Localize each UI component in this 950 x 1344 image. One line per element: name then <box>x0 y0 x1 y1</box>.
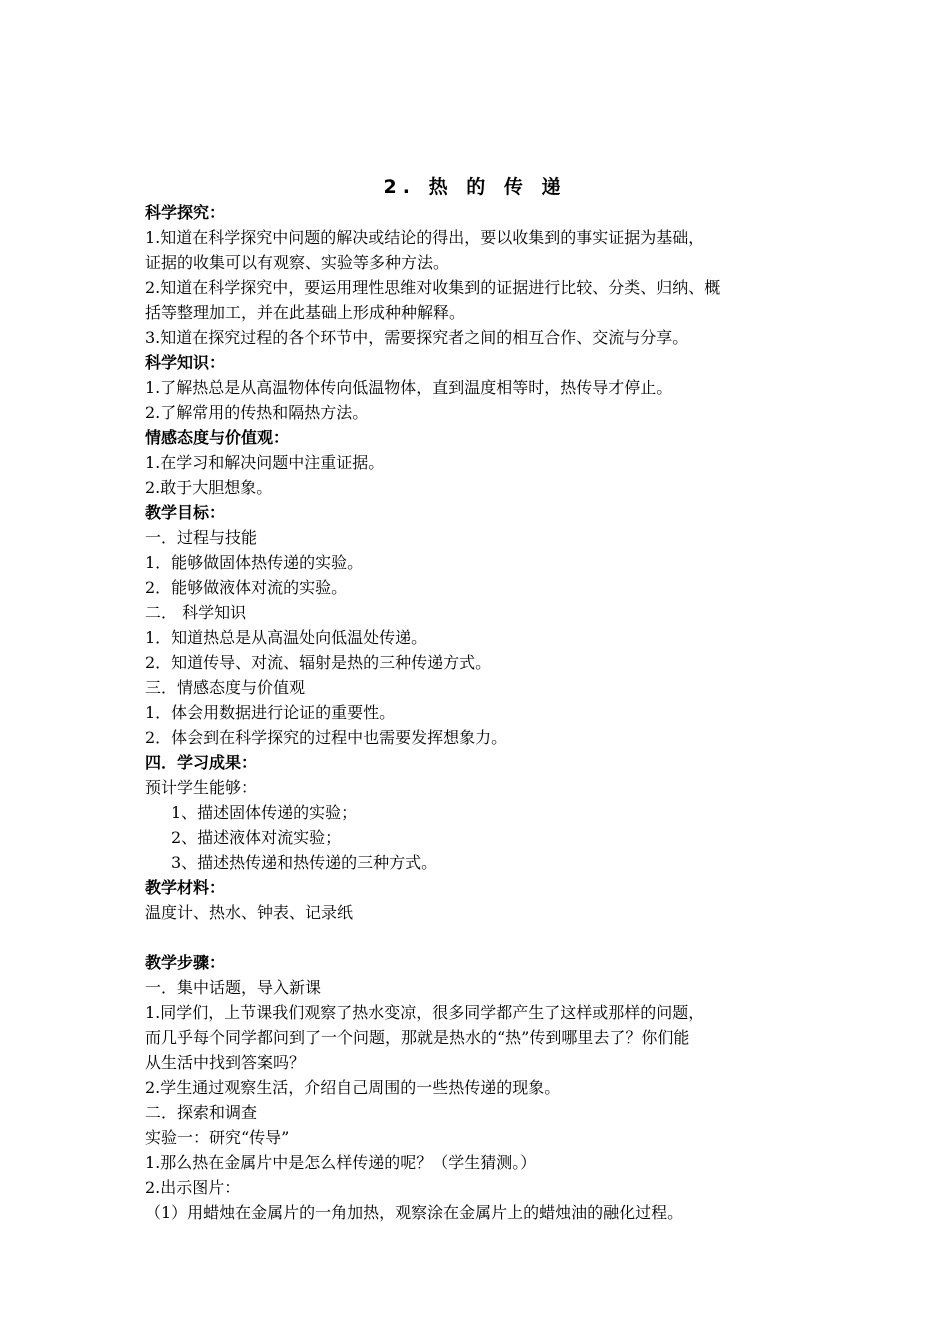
list-item: 1、描述固体传递的实验； <box>171 803 358 822</box>
paragraph-line: 2．能够做液体对流的实验。 <box>145 578 348 597</box>
paragraph-line: 1.了解热总是从高温物体传向低温物体，直到温度相等时，热传导才停止。 <box>145 378 673 397</box>
section-heading: 教学目标： <box>145 503 226 522</box>
paragraph-line: 2.知道在科学探究中，要运用理性思维对收集到的证据进行比较、分类、归纳、概 <box>145 278 721 297</box>
paragraph-line: （1）用蜡烛在金属片的一角加热，观察涂在金属片上的蜡烛油的融化过程。 <box>145 1203 684 1222</box>
section-heading: 情感态度与价值观： <box>145 428 290 447</box>
section-heading: 四．学习成果： <box>145 753 258 772</box>
paragraph-line: 三．情感态度与价值观 <box>145 678 306 697</box>
paragraph-line: 1．能够做固体热传递的实验。 <box>145 553 364 572</box>
paragraph-line: 括等整理加工，并在此基础上形成种种解释。 <box>145 303 466 322</box>
paragraph-line: 2.出示图片： <box>145 1178 241 1197</box>
paragraph-line: 1．体会用数据进行论证的重要性。 <box>145 703 396 722</box>
paragraph-line: 二． 科学知识 <box>145 603 247 622</box>
paragraph-line: 从生活中找到答案吗？ <box>145 1053 306 1072</box>
section-heading: 科学知识： <box>145 353 226 372</box>
paragraph-line: 二．探索和调查 <box>145 1103 258 1122</box>
section-heading: 教学材料： <box>145 878 226 897</box>
paragraph-line: 1.在学习和解决问题中注重证据。 <box>145 453 385 472</box>
paragraph-line: 2．体会到在科学探究的过程中也需要发挥想象力。 <box>145 728 508 747</box>
paragraph-line: 而几乎每个同学都问到了一个问题，那就是热水的“热”传到哪里去了？你们能 <box>145 1028 690 1047</box>
paragraph-line: 温度计、热水、钟表、记录纸 <box>145 903 354 922</box>
paragraph-line: 1.同学们，上节课我们观察了热水变凉，很多同学都产生了这样或那样的问题， <box>145 1003 705 1022</box>
paragraph-line: 3.知道在探究过程的各个环节中，需要探究者之间的相互合作、交流与分享。 <box>145 328 689 347</box>
paragraph-line: 2.了解常用的传热和隔热方法。 <box>145 403 369 422</box>
blank-line <box>145 925 817 950</box>
paragraph-line: 2.学生通过观察生活，介绍自己周围的一些热传递的现象。 <box>145 1078 561 1097</box>
section-heading: 科学探究： <box>145 203 226 222</box>
paragraph-line: 1．知道热总是从高温处向低温处传递。 <box>145 628 428 647</box>
document-body <box>145 200 817 1225</box>
paragraph-line: 1.知道在科学探究中问题的解决或结论的得出，要以收集到的事实证据为基础， <box>145 228 705 247</box>
section-heading: 教学步骤： <box>145 953 226 972</box>
paragraph-line: 2.敢于大胆想象。 <box>145 478 273 497</box>
paragraph-line: 2．知道传导、对流、辐射是热的三种传递方式。 <box>145 653 492 672</box>
paragraph-line: 证据的收集可以有观察、实验等多种方法。 <box>145 253 450 272</box>
paragraph-line: 预计学生能够： <box>145 778 258 797</box>
list-item: 3、描述热传递和热传递的三种方式。 <box>171 853 438 872</box>
paragraph-line: 1.那么热在金属片中是怎么样传递的呢？（学生猜测。） <box>145 1153 537 1172</box>
paragraph-line: 实验一：研究“传导” <box>145 1128 290 1147</box>
paragraph-line: 一．过程与技能 <box>145 528 258 547</box>
paragraph-line: 一．集中话题，导入新课 <box>145 978 322 997</box>
list-item: 2、描述液体对流实验； <box>171 828 342 847</box>
document-title: 2. 热 的 传 递 <box>383 176 567 198</box>
